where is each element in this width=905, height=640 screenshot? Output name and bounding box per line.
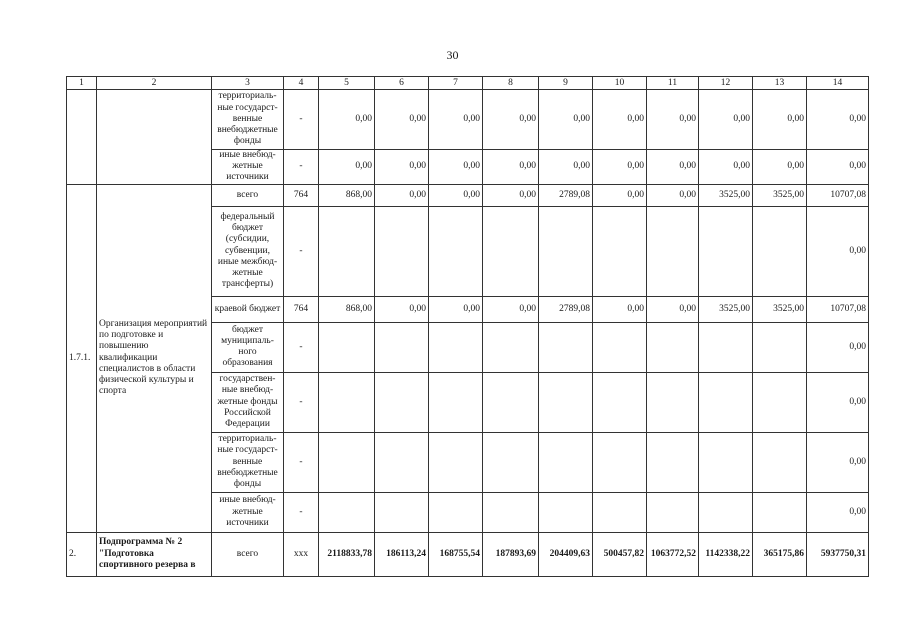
- value-cell: [753, 322, 807, 372]
- value-cell: 0,00: [593, 90, 647, 150]
- value-cell: 0,00: [375, 150, 429, 185]
- value-cell: 0,00: [483, 150, 539, 185]
- column-header: 1: [67, 77, 97, 90]
- value-cell: 0,00: [429, 150, 483, 185]
- value-cell: 3525,00: [753, 296, 807, 322]
- value-cell: [647, 322, 699, 372]
- code-cell: -: [284, 150, 319, 185]
- value-cell: [319, 492, 375, 532]
- budget-table: [66, 76, 869, 577]
- source-cell: иные внебюд-жетные источники: [212, 492, 284, 532]
- value-cell: 1063772,52: [647, 532, 699, 576]
- value-cell: [539, 372, 593, 432]
- value-cell: 0,00: [429, 296, 483, 322]
- page-number: 30: [446, 48, 459, 62]
- value-cell: [375, 432, 429, 492]
- value-cell: 0,00: [319, 150, 375, 185]
- value-cell: 0,00: [699, 150, 753, 185]
- value-cell: 3525,00: [699, 296, 753, 322]
- value-cell: [593, 432, 647, 492]
- value-cell: [699, 492, 753, 532]
- source-cell: всего: [212, 532, 284, 576]
- source-cell: всего: [212, 184, 284, 206]
- value-cell: 0,00: [593, 184, 647, 206]
- value-cell: [593, 206, 647, 296]
- source-cell: бюджет муниципаль-ного образования: [212, 322, 284, 372]
- column-header: 13: [753, 77, 807, 90]
- value-cell: 0,00: [753, 90, 807, 150]
- value-cell: [539, 206, 593, 296]
- value-cell: [539, 432, 593, 492]
- value-cell: [593, 322, 647, 372]
- value-cell: [483, 372, 539, 432]
- column-header: 9: [539, 77, 593, 90]
- value-cell: 2118833,78: [319, 532, 375, 576]
- value-cell: 0,00: [539, 150, 593, 185]
- value-cell: 0,00: [319, 90, 375, 150]
- value-cell: 10707,08: [807, 184, 869, 206]
- value-cell: [319, 206, 375, 296]
- code-cell: -: [284, 206, 319, 296]
- value-cell: [753, 206, 807, 296]
- row-id-cell: [67, 90, 97, 185]
- value-cell: [699, 206, 753, 296]
- column-header: 2: [97, 77, 212, 90]
- row-name-cell: Организация мероприятий по подготовке и повышению квалификации специалистов в области физической культуры и спорта: [97, 184, 212, 532]
- value-cell: [429, 432, 483, 492]
- source-cell: территориаль-ные государст-венные внебюджетные фонды: [212, 90, 284, 150]
- row-name-cell: [97, 90, 212, 185]
- value-cell: 186113,24: [375, 532, 429, 576]
- value-cell: 0,00: [647, 90, 699, 150]
- column-header: 10: [593, 77, 647, 90]
- value-cell: 0,00: [375, 90, 429, 150]
- value-cell: 0,00: [807, 492, 869, 532]
- column-header: 3: [212, 77, 284, 90]
- value-cell: [319, 432, 375, 492]
- header-row: [67, 77, 869, 90]
- value-cell: 868,00: [319, 296, 375, 322]
- source-cell: территориаль-ные государст-венные внебюджетные фонды: [212, 432, 284, 492]
- value-cell: [483, 206, 539, 296]
- column-header: 8: [483, 77, 539, 90]
- value-cell: 0,00: [483, 184, 539, 206]
- value-cell: 0,00: [647, 150, 699, 185]
- value-cell: [593, 372, 647, 432]
- value-cell: 2789,08: [539, 296, 593, 322]
- value-cell: 0,00: [647, 296, 699, 322]
- value-cell: [483, 432, 539, 492]
- column-header: 6: [375, 77, 429, 90]
- value-cell: 500457,82: [593, 532, 647, 576]
- value-cell: [699, 322, 753, 372]
- value-cell: [699, 432, 753, 492]
- value-cell: [647, 372, 699, 432]
- value-cell: [375, 492, 429, 532]
- value-cell: 0,00: [807, 150, 869, 185]
- code-cell: ххх: [284, 532, 319, 576]
- value-cell: 3525,00: [699, 184, 753, 206]
- value-cell: 0,00: [807, 206, 869, 296]
- value-cell: 0,00: [699, 90, 753, 150]
- code-cell: 764: [284, 296, 319, 322]
- value-cell: [319, 372, 375, 432]
- value-cell: 10707,08: [807, 296, 869, 322]
- code-cell: -: [284, 432, 319, 492]
- row-id-cell: 1.7.1.: [67, 184, 97, 532]
- value-cell: 204409,63: [539, 532, 593, 576]
- value-cell: 0,00: [807, 322, 869, 372]
- value-cell: [699, 372, 753, 432]
- table-row: [67, 90, 869, 150]
- value-cell: 0,00: [539, 90, 593, 150]
- table-row: [67, 184, 869, 206]
- value-cell: [429, 206, 483, 296]
- value-cell: 0,00: [753, 150, 807, 185]
- value-cell: [375, 372, 429, 432]
- column-header: 4: [284, 77, 319, 90]
- code-cell: -: [284, 372, 319, 432]
- value-cell: 0,00: [375, 184, 429, 206]
- code-cell: -: [284, 90, 319, 150]
- value-cell: [483, 322, 539, 372]
- column-header: 11: [647, 77, 699, 90]
- value-cell: 0,00: [375, 296, 429, 322]
- value-cell: [753, 432, 807, 492]
- value-cell: 0,00: [807, 372, 869, 432]
- code-cell: -: [284, 492, 319, 532]
- column-header: 5: [319, 77, 375, 90]
- code-cell: -: [284, 322, 319, 372]
- value-cell: 3525,00: [753, 184, 807, 206]
- value-cell: 0,00: [483, 90, 539, 150]
- value-cell: [375, 322, 429, 372]
- value-cell: [429, 492, 483, 532]
- value-cell: 187893,69: [483, 532, 539, 576]
- value-cell: 0,00: [807, 90, 869, 150]
- value-cell: [647, 206, 699, 296]
- table-row: [67, 532, 869, 576]
- row-name-cell: Подпрограмма № 2 "Подготовка спортивного резерва в: [97, 532, 212, 576]
- column-header: 14: [807, 77, 869, 90]
- value-cell: 0,00: [647, 184, 699, 206]
- value-cell: 0,00: [593, 296, 647, 322]
- value-cell: 868,00: [319, 184, 375, 206]
- value-cell: [753, 372, 807, 432]
- value-cell: [483, 492, 539, 532]
- value-cell: 0,00: [429, 184, 483, 206]
- source-cell: иные внебюд-жетные источники: [212, 150, 284, 185]
- source-cell: краевой бюджет: [212, 296, 284, 322]
- value-cell: 0,00: [483, 296, 539, 322]
- value-cell: [429, 372, 483, 432]
- value-cell: [375, 206, 429, 296]
- value-cell: 1142338,22: [699, 532, 753, 576]
- value-cell: 0,00: [593, 150, 647, 185]
- value-cell: 2789,08: [539, 184, 593, 206]
- value-cell: [647, 432, 699, 492]
- code-cell: 764: [284, 184, 319, 206]
- column-header: 7: [429, 77, 483, 90]
- value-cell: 0,00: [429, 90, 483, 150]
- value-cell: 0,00: [807, 432, 869, 492]
- value-cell: 5937750,31: [807, 532, 869, 576]
- value-cell: [753, 492, 807, 532]
- value-cell: [647, 492, 699, 532]
- source-cell: государствен-ные внебюд-жетные фонды Российской Федерации: [212, 372, 284, 432]
- value-cell: [593, 492, 647, 532]
- source-cell: федеральный бюджет (субсидии, субвенции, иные межбюд-жетные трансферты): [212, 206, 284, 296]
- row-id-cell: 2.: [67, 532, 97, 576]
- value-cell: [539, 492, 593, 532]
- value-cell: 168755,54: [429, 532, 483, 576]
- value-cell: [429, 322, 483, 372]
- value-cell: [539, 322, 593, 372]
- value-cell: [319, 322, 375, 372]
- value-cell: 365175,86: [753, 532, 807, 576]
- column-header: 12: [699, 77, 753, 90]
